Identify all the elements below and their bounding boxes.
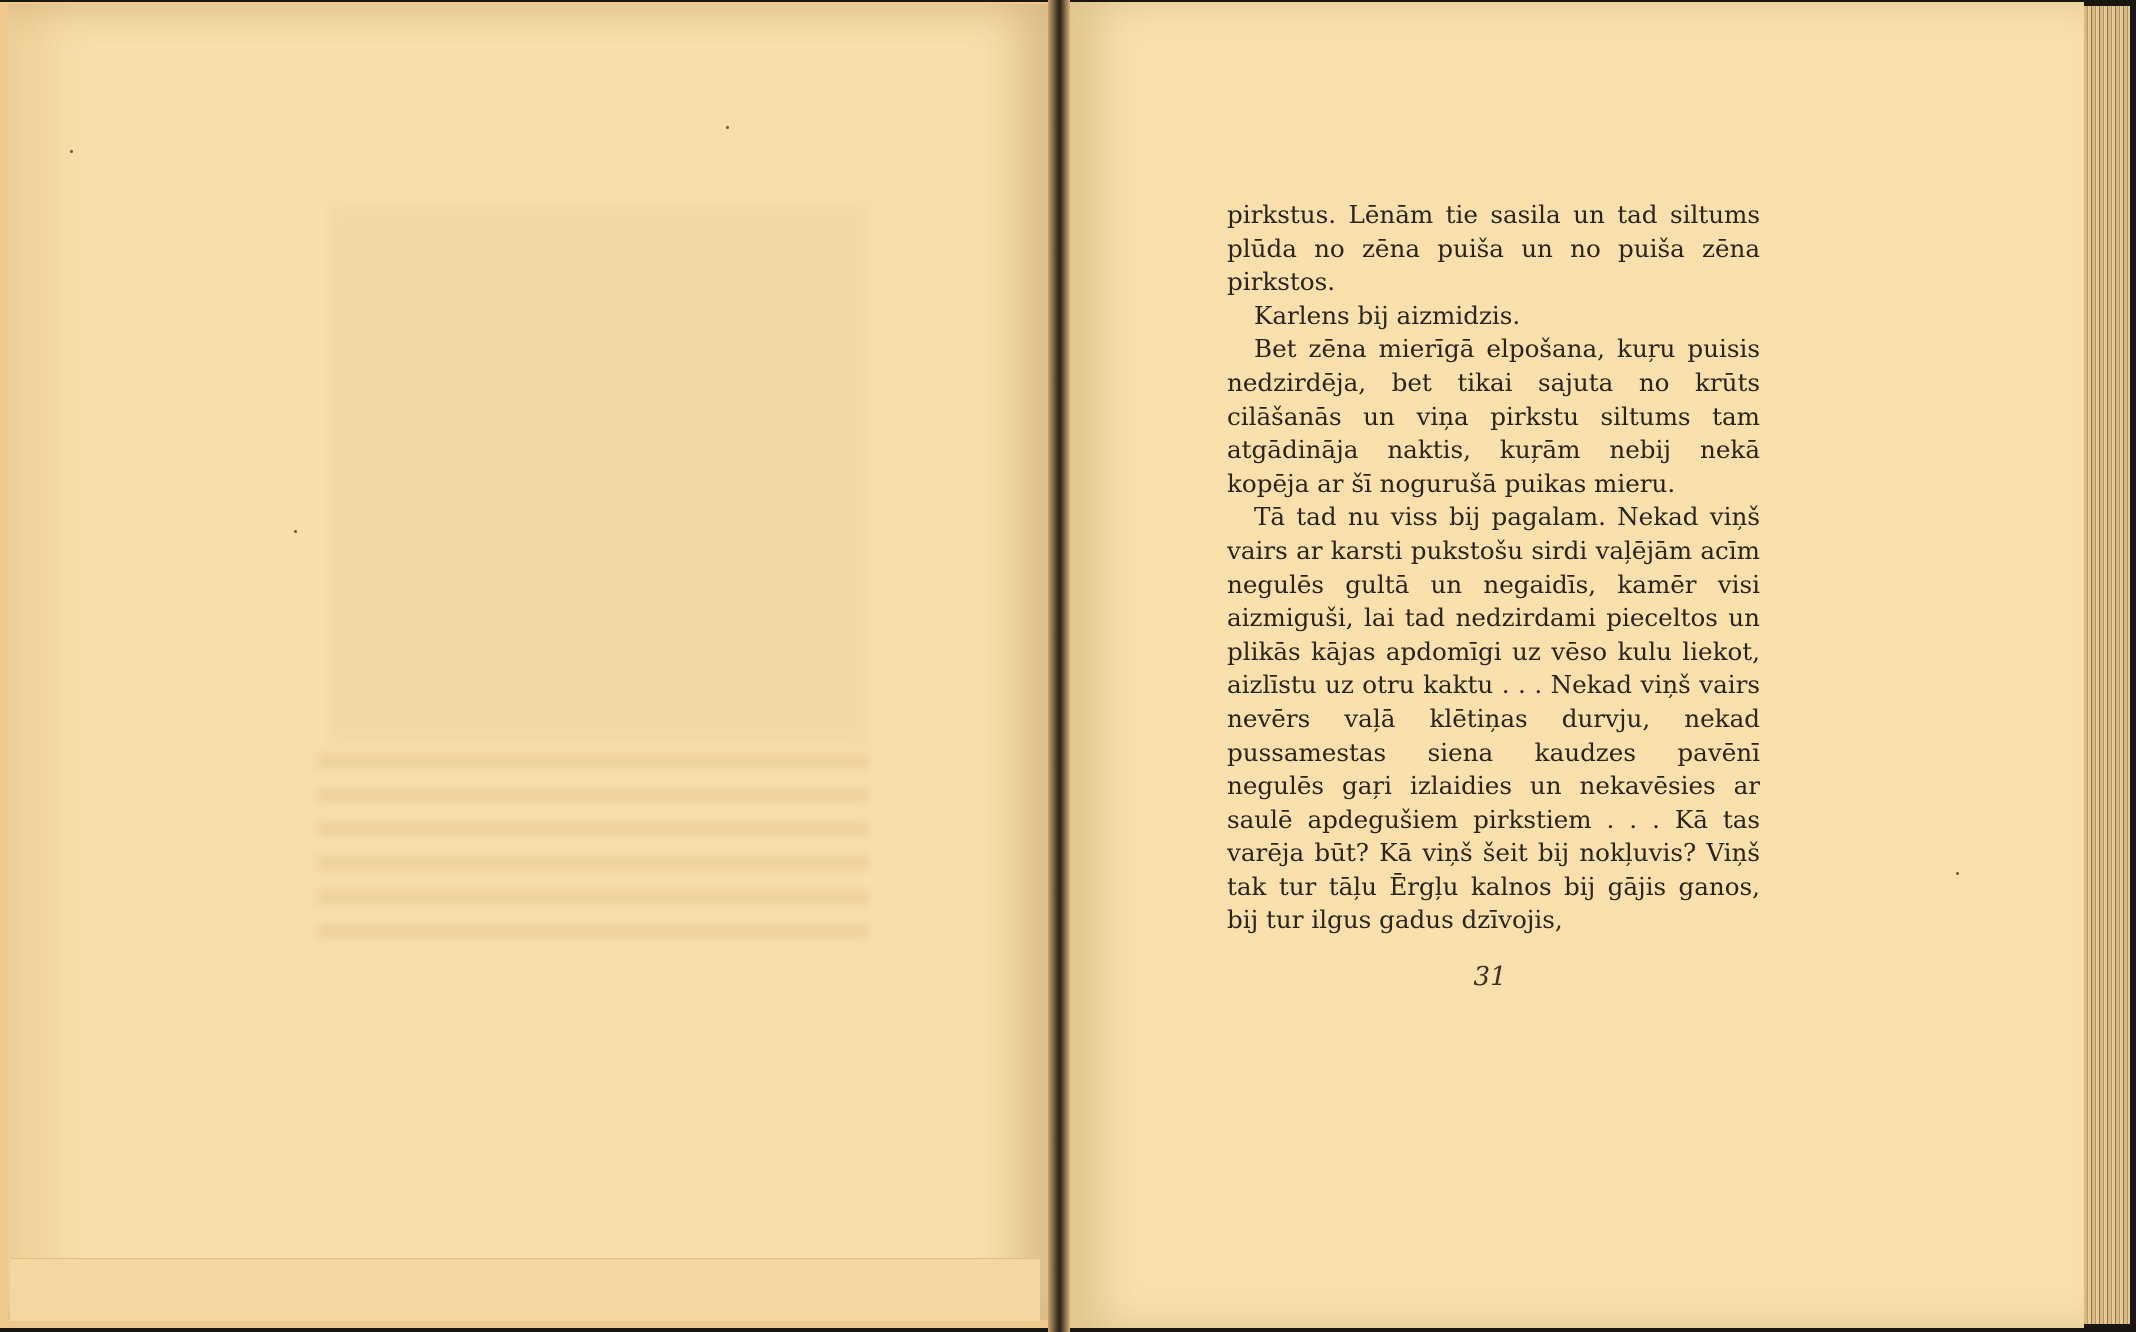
paragraph: Karlens bij aizmidzis. (1254, 300, 1521, 330)
paragraph: pirkstus. Lēnām tie sasila un tad siltums plūda no zēna puiša un no puiša zēna pirkstos. (1227, 200, 1760, 297)
left-page-bottom-edge (10, 1258, 1040, 1321)
bleed-through-illustration (328, 204, 868, 744)
page-edges (2084, 6, 2130, 1324)
paragraph: Bet zēna mierīgā elpošana, kuŗu puisis nedzirdēja, bet tikai sajuta no krūts cilāšanās un viņa pirkstu siltums tam atgādināja naktis, kuŗām nebij nekā kopēja ar šī nogurušā puikas mieru. (1227, 334, 1760, 498)
paper-speck (1956, 872, 1959, 875)
page-text (1227, 198, 1760, 937)
paper-speck (294, 530, 297, 533)
book-gutter (1048, 0, 1070, 1332)
page-number: 31 (1473, 962, 1507, 992)
bleed-through-caption (318, 754, 868, 944)
paper-speck (70, 150, 73, 153)
left-page (8, 4, 1048, 1320)
paragraph: Tā tad nu viss bij pagalam. Nekad viņš vairs ar karsti pukstošu sirdi vaļējām acīm negulēs gultā un negaidīs, kamēr visi aizmiguši, lai tad nedzirdami pieceltos un plikās kājas apdomīgi uz vēso kulu liekot, aizlīstu uz otru kaktu . . . Nekad viņš vairs nevērs vaļā klētiņas durvju, nekad pussamestas siena kaudzes pavēnī negulēs gaŗi izlaidies un nekavēsies ar saulē apdegušiem pirkstiem . . . Kā tas varēja būt? Kā viņš šeit bij nokļuvis? Viņš tak tur tāļu Ērgļu kalnos bij gājis ganos, bij tur ilgus gadus dzīvojis, (1227, 502, 1760, 935)
paper-speck (726, 126, 729, 129)
